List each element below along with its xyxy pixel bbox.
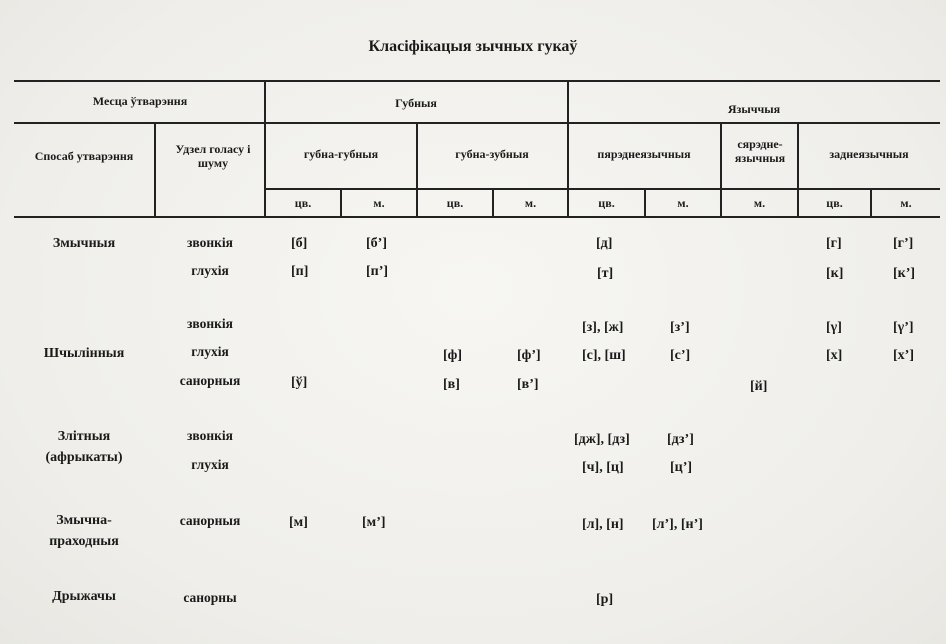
sound-v-soft: [в’] [517,377,539,392]
header-bilabial: губна-губныя [303,147,379,161]
sound-f-soft: [ф’] [517,348,541,363]
sound-p: [п] [291,264,309,279]
stop-voiceless: глухія [191,263,229,278]
sound-t: [т] [597,266,614,281]
sound-k-soft: [к’] [893,266,916,281]
header-bilabial-hard: цв. [294,196,312,210]
trill-sonorant: санорны [183,590,237,605]
affr-voiceless: глухія [191,457,229,472]
table-title: Класіфікацыя зычных гукаў [368,38,578,55]
rule-header-1 [14,122,940,124]
header-voice-noise: Удзел голасу і шуму [175,142,251,170]
header-place: Месца ўтварэння [92,94,188,108]
sound-kh: [х] [826,348,843,363]
nasal-label-2: праходныя [49,534,119,549]
affr-voiced: звонкія [187,428,233,443]
sound-r: [р] [596,592,614,607]
header-labiodental-hard: цв. [446,196,464,210]
header-front: пярэднеязычныя [597,147,691,161]
sound-u-short: [ў] [291,375,308,390]
sound-f: [ф] [443,348,463,363]
row-label-nasal [14,510,154,552]
sound-g: [г] [826,236,842,251]
header-lingual: Языччыя [727,102,781,116]
header-back: заднеязычныя [829,147,909,161]
row-label-stop: Змычныя [52,236,116,251]
sound-p-soft: [п’] [366,264,389,279]
sound-m-soft: [м’] [362,515,386,530]
row-label-affricate [14,426,154,468]
affricate-label-2: (афрыкаты) [45,450,123,465]
sound-gh: [γ] [826,320,842,335]
sound-dzh-dz: [дж], [дз] [574,432,630,447]
fric-voiceless: глухія [191,344,229,359]
header-front-hard: цв. [598,196,615,210]
header-middle: сярэдне-язычныя [734,137,786,165]
sound-b: [б] [291,236,308,251]
stop-voiced: звонкія [187,235,233,250]
sound-s-soft: [с’] [670,348,691,363]
rule-header-bottom [14,216,940,218]
header-manner: Спосаб утварэння [34,149,134,163]
sound-l-n: [л], [н] [582,517,624,532]
header-back-soft: м. [900,196,912,210]
sound-kh-soft: [х’] [893,348,914,363]
vrule-1 [154,122,156,218]
sound-d: [д] [596,236,613,251]
header-middle-soft: м. [753,196,766,210]
nasal-sonorant: санорныя [179,513,241,528]
nasal-label-1: Змычна- [56,513,112,528]
sound-z-zh: [з], [ж] [582,320,624,335]
fric-sonorant: санорныя [179,373,241,388]
header-labiodental-soft: м. [524,196,537,210]
affricate-label-1: Злітныя [57,429,111,444]
row-label-trill: Дрыжачы [52,589,116,604]
sound-b-soft: [б’] [366,236,387,251]
sound-z-soft: [з’] [670,320,690,335]
rule-header-2 [265,188,940,190]
sound-s-sh: [с], [ш] [582,348,626,363]
sound-l-n-soft: [л’], [н’] [652,517,703,532]
header-bilabial-soft: м. [373,196,385,210]
sound-k: [к] [826,266,844,281]
sound-v: [в] [443,377,460,392]
rule-top [14,80,940,82]
header-labiodental: губна-зубныя [455,147,529,161]
fric-voiced: звонкія [187,316,233,331]
sound-dz-soft: [дз’] [667,432,694,447]
header-labial: Губныя [395,96,437,110]
sound-j: [й] [750,379,768,394]
header-back-hard: цв. [826,196,843,210]
sound-ch-ts: [ч], [ц] [582,460,624,475]
sound-ts-soft: [ц’] [670,460,693,475]
sound-g-soft: [г’] [893,236,914,251]
sound-gh-soft: [γ’] [893,320,914,335]
header-front-soft: м. [677,196,689,210]
sound-m: [м] [289,515,308,530]
row-label-fricative: Шчылінныя [43,346,125,361]
